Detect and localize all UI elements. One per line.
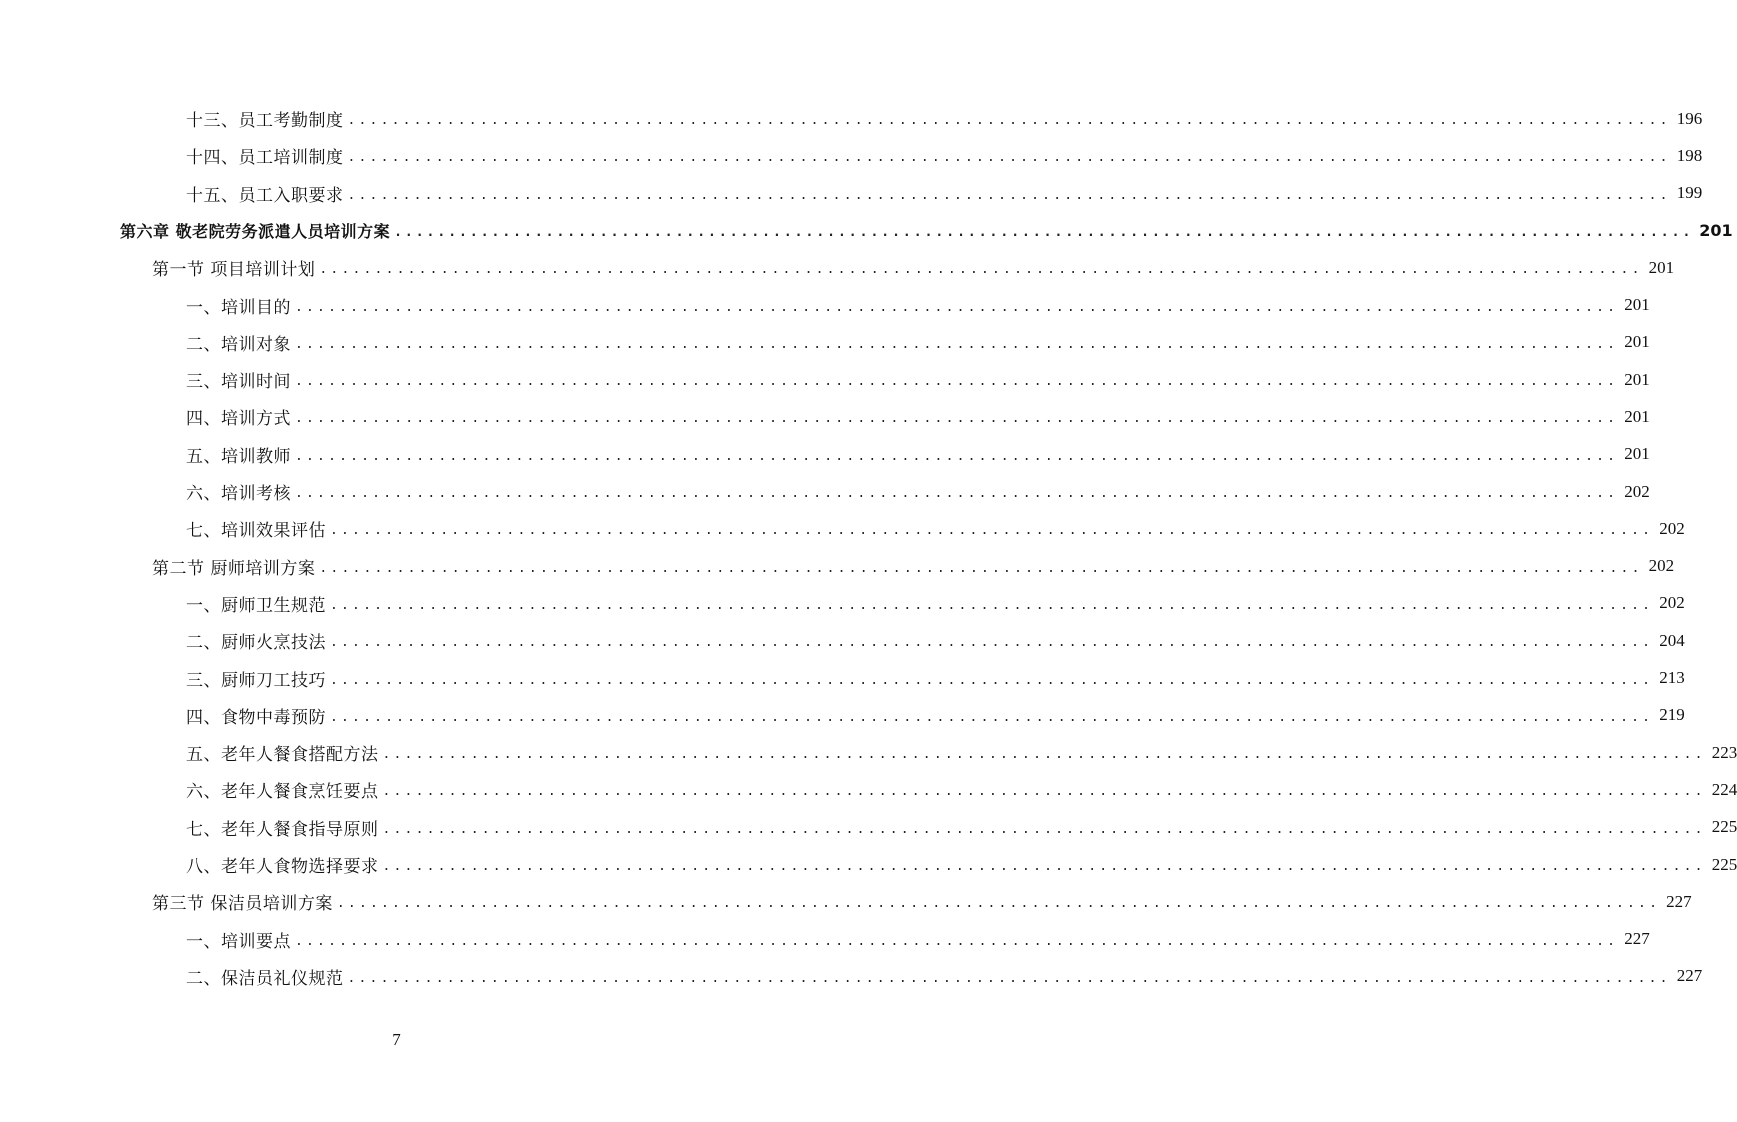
toc-entry-title: 第三节 保洁员培训方案 <box>152 894 333 915</box>
toc-entry-page: 223 <box>1711 742 1737 762</box>
toc-entry-page: 201 <box>1624 369 1650 389</box>
toc-entry-item[interactable] <box>186 473 1650 510</box>
toc-entry-page: 225 <box>1711 854 1737 874</box>
toc-entry-title: 一、培训目的 <box>186 297 291 318</box>
toc-entry-page: 201 <box>1624 444 1650 464</box>
toc-dot-leader: ........................................................................................................................ <box>330 523 1654 539</box>
toc-entry-title: 十三、员工考勤制度 <box>186 111 344 131</box>
toc-entry-title: 五、培训教师 <box>186 446 291 467</box>
toc-entry-item[interactable] <box>186 697 1685 734</box>
toc-entry-page: 224 <box>1711 779 1737 799</box>
toc-entry-page: 201 <box>1648 257 1675 277</box>
toc-entry-item[interactable] <box>186 846 1737 883</box>
toc-entry-title: 二、保洁员礼仪规范 <box>186 968 344 989</box>
toc-entry-item[interactable] <box>186 921 1650 958</box>
toc-entry-item[interactable] <box>186 809 1737 846</box>
toc-dot-leader: ........................................................................................................................ <box>330 672 1654 688</box>
toc-entry-page: 202 <box>1648 556 1675 576</box>
toc-entry-title: 六、培训考核 <box>186 484 291 504</box>
toc-dot-leader: ........................................................................................................................ <box>295 486 1619 501</box>
toc-entry-title: 一、培训要点 <box>186 931 291 952</box>
toc-entry-title: 十五、员工入职要求 <box>186 185 344 206</box>
toc-dot-leader: ........................................................................................................................ <box>347 113 1671 128</box>
toc-dot-leader: ........................................................................................................................ <box>330 709 1654 725</box>
toc-entry-page: 201 <box>1624 406 1650 426</box>
toc-entry-item[interactable] <box>186 137 1703 174</box>
toc-dot-leader: ........................................................................................................................ <box>330 635 1654 651</box>
toc-dot-leader: ........................................................................................................................ <box>382 747 1706 763</box>
toc-entry-page: 227 <box>1676 966 1703 986</box>
toc-dot-leader: ........................................................................................................................ <box>347 187 1671 203</box>
toc-entry-title: 七、老年人餐食指导原则 <box>186 819 379 840</box>
toc-dot-leader: ........................................................................................................................ <box>295 448 1619 464</box>
toc-entry-page: 213 <box>1659 668 1685 687</box>
toc-dot-leader: ........................................................................................................................ <box>347 970 1671 986</box>
toc-entry-chapter[interactable] <box>120 212 1733 249</box>
toc-dot-leader: ........................................................................................................................ <box>382 784 1706 800</box>
toc-entry-item[interactable] <box>186 398 1650 435</box>
page-number: 7 <box>392 1030 401 1049</box>
toc-entry-section[interactable] <box>152 548 1675 585</box>
toc-entry-title: 四、食物中毒预防 <box>186 707 326 728</box>
toc-entry-page: 198 <box>1676 145 1703 165</box>
toc-entry-item[interactable] <box>186 324 1650 361</box>
toc-entry-item[interactable] <box>186 361 1650 398</box>
toc-entry-title: 第一节 项目培训计划 <box>152 260 316 281</box>
toc-entry-page: 204 <box>1659 630 1685 650</box>
toc-dot-leader: ........................................................................................................................ <box>347 150 1671 166</box>
toc-dot-leader: ........................................................................................................................ <box>336 896 1661 912</box>
toc-dot-leader: ........................................................................................................................ <box>295 374 1619 390</box>
toc-entry-item[interactable] <box>186 660 1685 697</box>
toc-entry-item[interactable] <box>186 436 1650 473</box>
toc-dot-leader: ........................................................................................................................ <box>295 411 1619 427</box>
toc-entry-title: 第六章 敬老院劳务派遣人员培训方案 <box>120 221 391 241</box>
toc-dot-leader: ........................................................................................................................ <box>330 597 1654 613</box>
toc-entry-page: 199 <box>1676 183 1703 203</box>
toc-entry-title: 四、培训方式 <box>186 409 291 430</box>
toc-entry-title: 一、厨师卫生规范 <box>186 595 326 616</box>
toc-entry-page: 202 <box>1659 518 1685 538</box>
toc-dot-leader: ........................................................................................................................ <box>295 336 1619 352</box>
toc-entry-page: 227 <box>1666 891 1692 911</box>
toc-entry-title: 二、厨师火烹技法 <box>186 633 326 654</box>
toc-entry-title: 二、培训对象 <box>186 334 291 355</box>
toc-entry-item[interactable] <box>186 958 1703 995</box>
toc-entry-item[interactable] <box>186 771 1737 808</box>
toc-entry-title: 八、老年人食物选择要求 <box>186 857 379 877</box>
toc-entry-item[interactable] <box>186 622 1685 659</box>
toc-entry-section[interactable] <box>152 883 1692 920</box>
toc-dot-leader: ........................................................................................................................ <box>319 560 1643 576</box>
toc-entry-title: 十四、员工培训制度 <box>186 148 344 169</box>
toc-dot-leader: ........................................................................................................................ <box>382 859 1706 874</box>
toc-entry-page: 202 <box>1624 481 1650 501</box>
toc-entry-item[interactable] <box>186 100 1703 137</box>
toc-entry-item[interactable] <box>186 175 1703 212</box>
toc-entry-page: 201 <box>1624 295 1650 314</box>
toc-entry-section[interactable] <box>152 249 1675 286</box>
toc-entry-item[interactable] <box>186 734 1737 771</box>
toc-entry-item[interactable] <box>186 585 1685 622</box>
toc-entry-page: 201 <box>1699 220 1733 240</box>
toc-entry-title: 五、老年人餐食搭配方法 <box>186 745 379 766</box>
toc-entry-page: 227 <box>1624 929 1650 949</box>
toc-entry-page: 202 <box>1659 593 1685 613</box>
toc-entry-page: 196 <box>1676 108 1703 128</box>
toc-entry-title: 第二节 厨师培训方案 <box>152 558 316 579</box>
toc-entry-title: 三、培训时间 <box>186 372 291 393</box>
toc-entry-page: 219 <box>1659 705 1685 725</box>
toc-entry-page: 201 <box>1624 332 1650 352</box>
toc-dot-leader: ........................................................................................................................ <box>319 262 1643 278</box>
toc-entry-title: 六、老年人餐食烹饪要点 <box>186 782 379 803</box>
toc-dot-leader: ........................................................................................................................ <box>394 224 1694 240</box>
toc-entry-item[interactable] <box>186 510 1685 547</box>
toc-dot-leader: ........................................................................................................................ <box>382 821 1706 837</box>
toc-entry-page: 225 <box>1711 817 1737 837</box>
toc-dot-leader: ........................................................................................................................ <box>295 933 1619 949</box>
toc-dot-leader: ........................................................................................................................ <box>295 299 1619 315</box>
toc-entry-title: 七、培训效果评估 <box>186 521 326 542</box>
toc-entry-title: 三、厨师刀工技巧 <box>186 670 326 691</box>
toc-entry-item[interactable] <box>186 287 1650 324</box>
